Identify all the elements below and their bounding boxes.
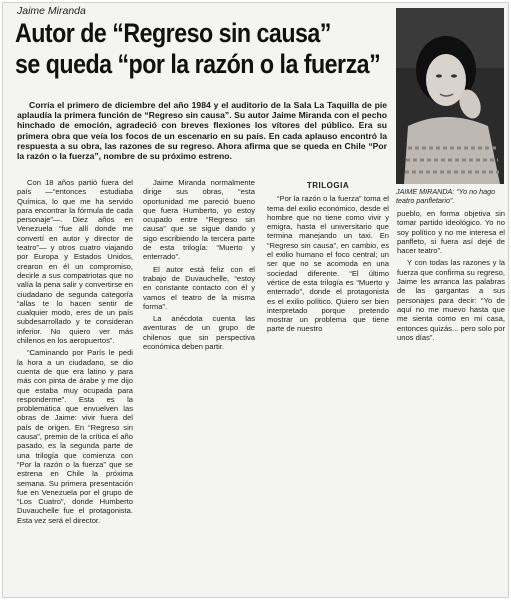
paragraph: “Por la razón o la fuerza” toma el tema del exilio económico, desde el hombre que no tiene como vivir y emigra, hasta el universitario que termina manejando un taxi. En “Regreso sin causa”, en cambio, es el exilio humano el foco central; un ser que no se acomoda en una sociedad diferente. “El último vértice de esta trilogía es “Muerto y enterrado”, donde el protagonista es el exilio político. Quiero ser bien interpretado porque pretendo mostrar un problema que tiene parte de nuestro (267, 194, 389, 334)
paragraph: Con 18 años partió fuera del país —“entonces estudiaba Química, lo que me ha servido para encontrar la fórmula de cada personaje”—. Diez años en Venezuela “fue allí donde me convertí en autor y director de teatro”— y otros cuatro viajando por Europa y Estados Unidos, crearon en él un compromiso, decirle a sus compatriotas que no valía la pena salir y convertirse en ciudadano de segunda categoría “allas te lo hacen sentir de cualquier modo, eres de un país subdesarrollado y te consideran inferior. No quiero ver más chilenos en los aeropuertos”. (17, 178, 133, 346)
column-4 (397, 209, 505, 345)
byline: Jaime Miranda (17, 5, 86, 17)
headline-line-2: se queda “por la razón o la fuerza” (15, 49, 381, 79)
section-heading: TRILOGIA (306, 181, 350, 190)
column-3 (267, 181, 389, 337)
headline (15, 18, 381, 80)
paragraph: “Caminando por París le pedi la hora a un ciudadano, se dio cuenta de que era latino y para más con pinta de árabe y me dijo que estaba muy ocupada para responderme”. Esta es la problemática que envuelven las obras de Jaime: vivir fuera del país de origen. En “Regreso sin causa”, premio de la crítica el año pasado, es la segunda parte de una trilogía que comienza con “Por la razón o la fuerza” que se estrena en Chile la próxima semana. Su primera presentación fue en Venezuela por el grupo de “Los Cuatro”, donde Humberto Duvauchelle fue el protagonista. Esta vez será el director. (17, 348, 133, 525)
author-portrait-image (396, 8, 504, 184)
paragraph: Y con todas las razones y la fuerza que confirma su regreso, Jaime les arranca las palabras de las gargantas a sus personajes para decir: “Yo de aquí no me muevo hasta que me sienta como en mi casa, entonces quizás... pero solo por unos días”. (397, 258, 505, 342)
paragraph: La anécdota cuenta las aventuras de un grupo de chilenos que sin perspectiva económica deben partir. (143, 314, 255, 352)
column-2 (143, 178, 255, 354)
paragraph: El autor está feliz con el trabajo de Duvauchelle, “estoy en constante contacto con él y vamos el teatro de la misma forma”. (143, 264, 255, 311)
paragraph: Jaime Miranda normalmente dirige sus obras, “esta oportunidad me pareció bueno que fuera Humberto, yo estoy ocupado entre “Regreso sin causa” que se sigue dando y sigo escribiendo la tercera parte de esta trilogía: “Muerto y enterrado”. (143, 178, 255, 262)
column-1 (17, 178, 133, 528)
photo-caption: JAIME MIRANDA: “Yo no hago teatro panfletario”. (396, 187, 496, 205)
headline-line-1: Autor de “Regreso sin causa” (15, 18, 331, 48)
author-photo (396, 8, 504, 184)
paragraph: pueblo, en forma objetiva sin tomar partido ideológico. Yo no soy político y no me interesa el panfleto, si fuera así dejé de hacer teatro”. (397, 209, 505, 256)
lead-paragraph: Corría el primero de diciembre del año 1984 y el auditorio de la Sala La Taquilla de pie aplaudía la primera función de “Regreso sin causa”. Su autor Jaime Miranda con el pecho hinchado de emoción, agradeció con breves flexiones los vítores del público. Era su primera obra que veía los focos de un escenario en su país. En cada aplauso encontró la respuesta a su obra, las razones de su regreso. Ahora afirma que se queda en Chile “Por la razón o la fuerza”, nombre de su próximo estreno. (17, 100, 387, 162)
newspaper-clipping (2, 2, 509, 598)
